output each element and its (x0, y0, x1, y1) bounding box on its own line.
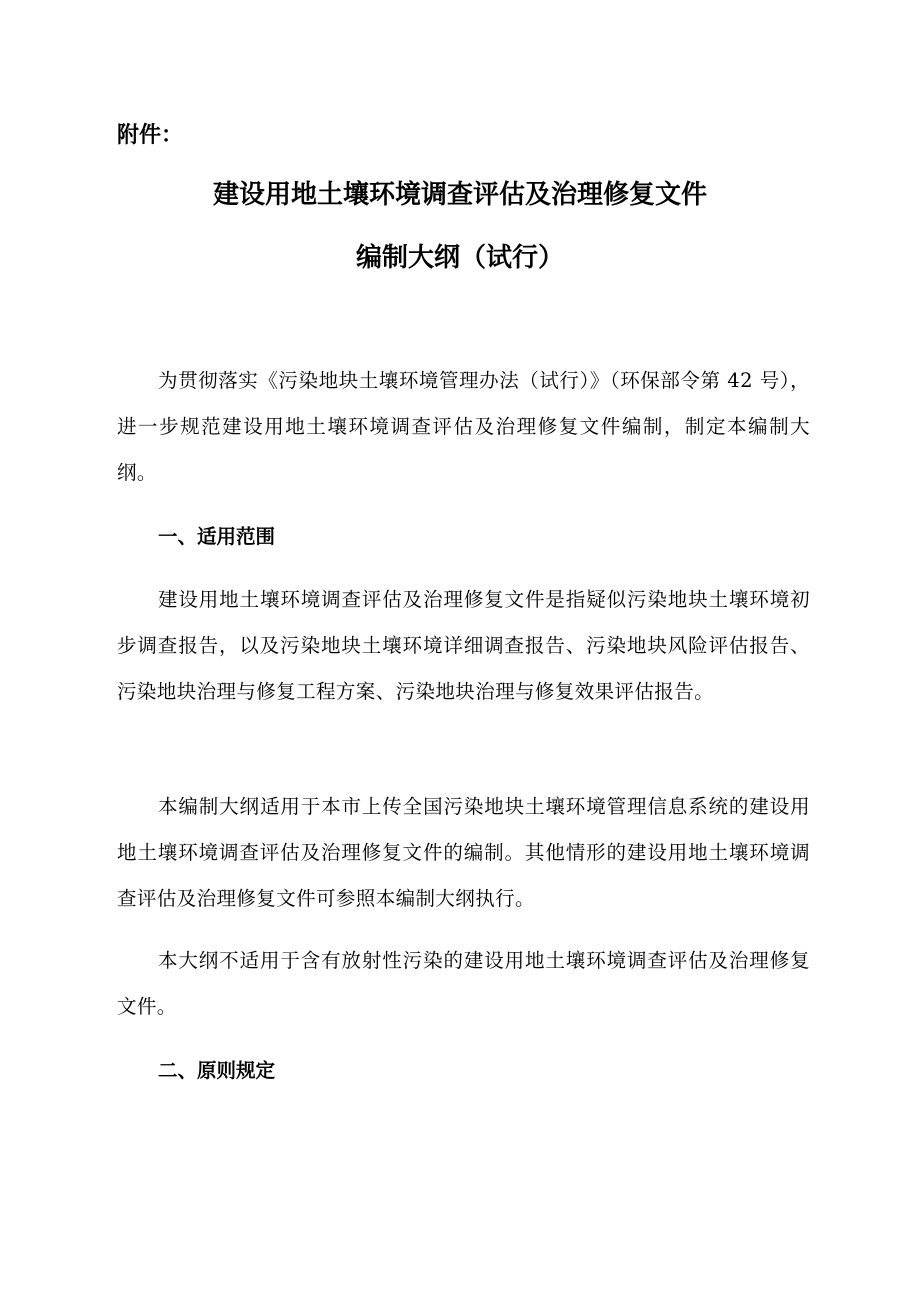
scope-paragraph-3: 本大纲不适用于含有放射性污染的建设用地土壤环境调查评估及治理修复文件。 (117, 949, 810, 1018)
scope-paragraph-1: 建设用地土壤环境调查评估及治理修复文件是指疑似污染地块土壤环境初步调查报告，以及污染地块土壤环境详细调查报告、污染地块风险评估报告、污染地块治理与修复工程方案、污染地块治理与修复效果评估报告。 (117, 588, 810, 703)
attachment-label: 附件： (117, 123, 184, 148)
intro-paragraph: 为贯彻落实《污染地块土壤环境管理办法（试行）》（环保部令第 42 号），进一步规范建设用地土壤环境调查评估及治理修复文件编制，制定本编制大纲。 (117, 369, 810, 484)
document-title-line-1: 建设用地土壤环境调查评估及治理修复文件 (212, 180, 707, 210)
document-title-line-2: 编制大纲（试行） (355, 243, 564, 273)
section-heading-scope: 一、适用范围 (158, 525, 276, 548)
section-heading-principles: 二、原则规定 (158, 1059, 276, 1082)
scope-paragraph-2: 本编制大纲适用于本市上传全国污染地块土壤环境管理信息系统的建设用地土壤环境调查评估及治理修复文件的编制。其他情形的建设用地土壤环境调查评估及治理修复文件可参照本编制大纲执行。 (117, 795, 810, 910)
